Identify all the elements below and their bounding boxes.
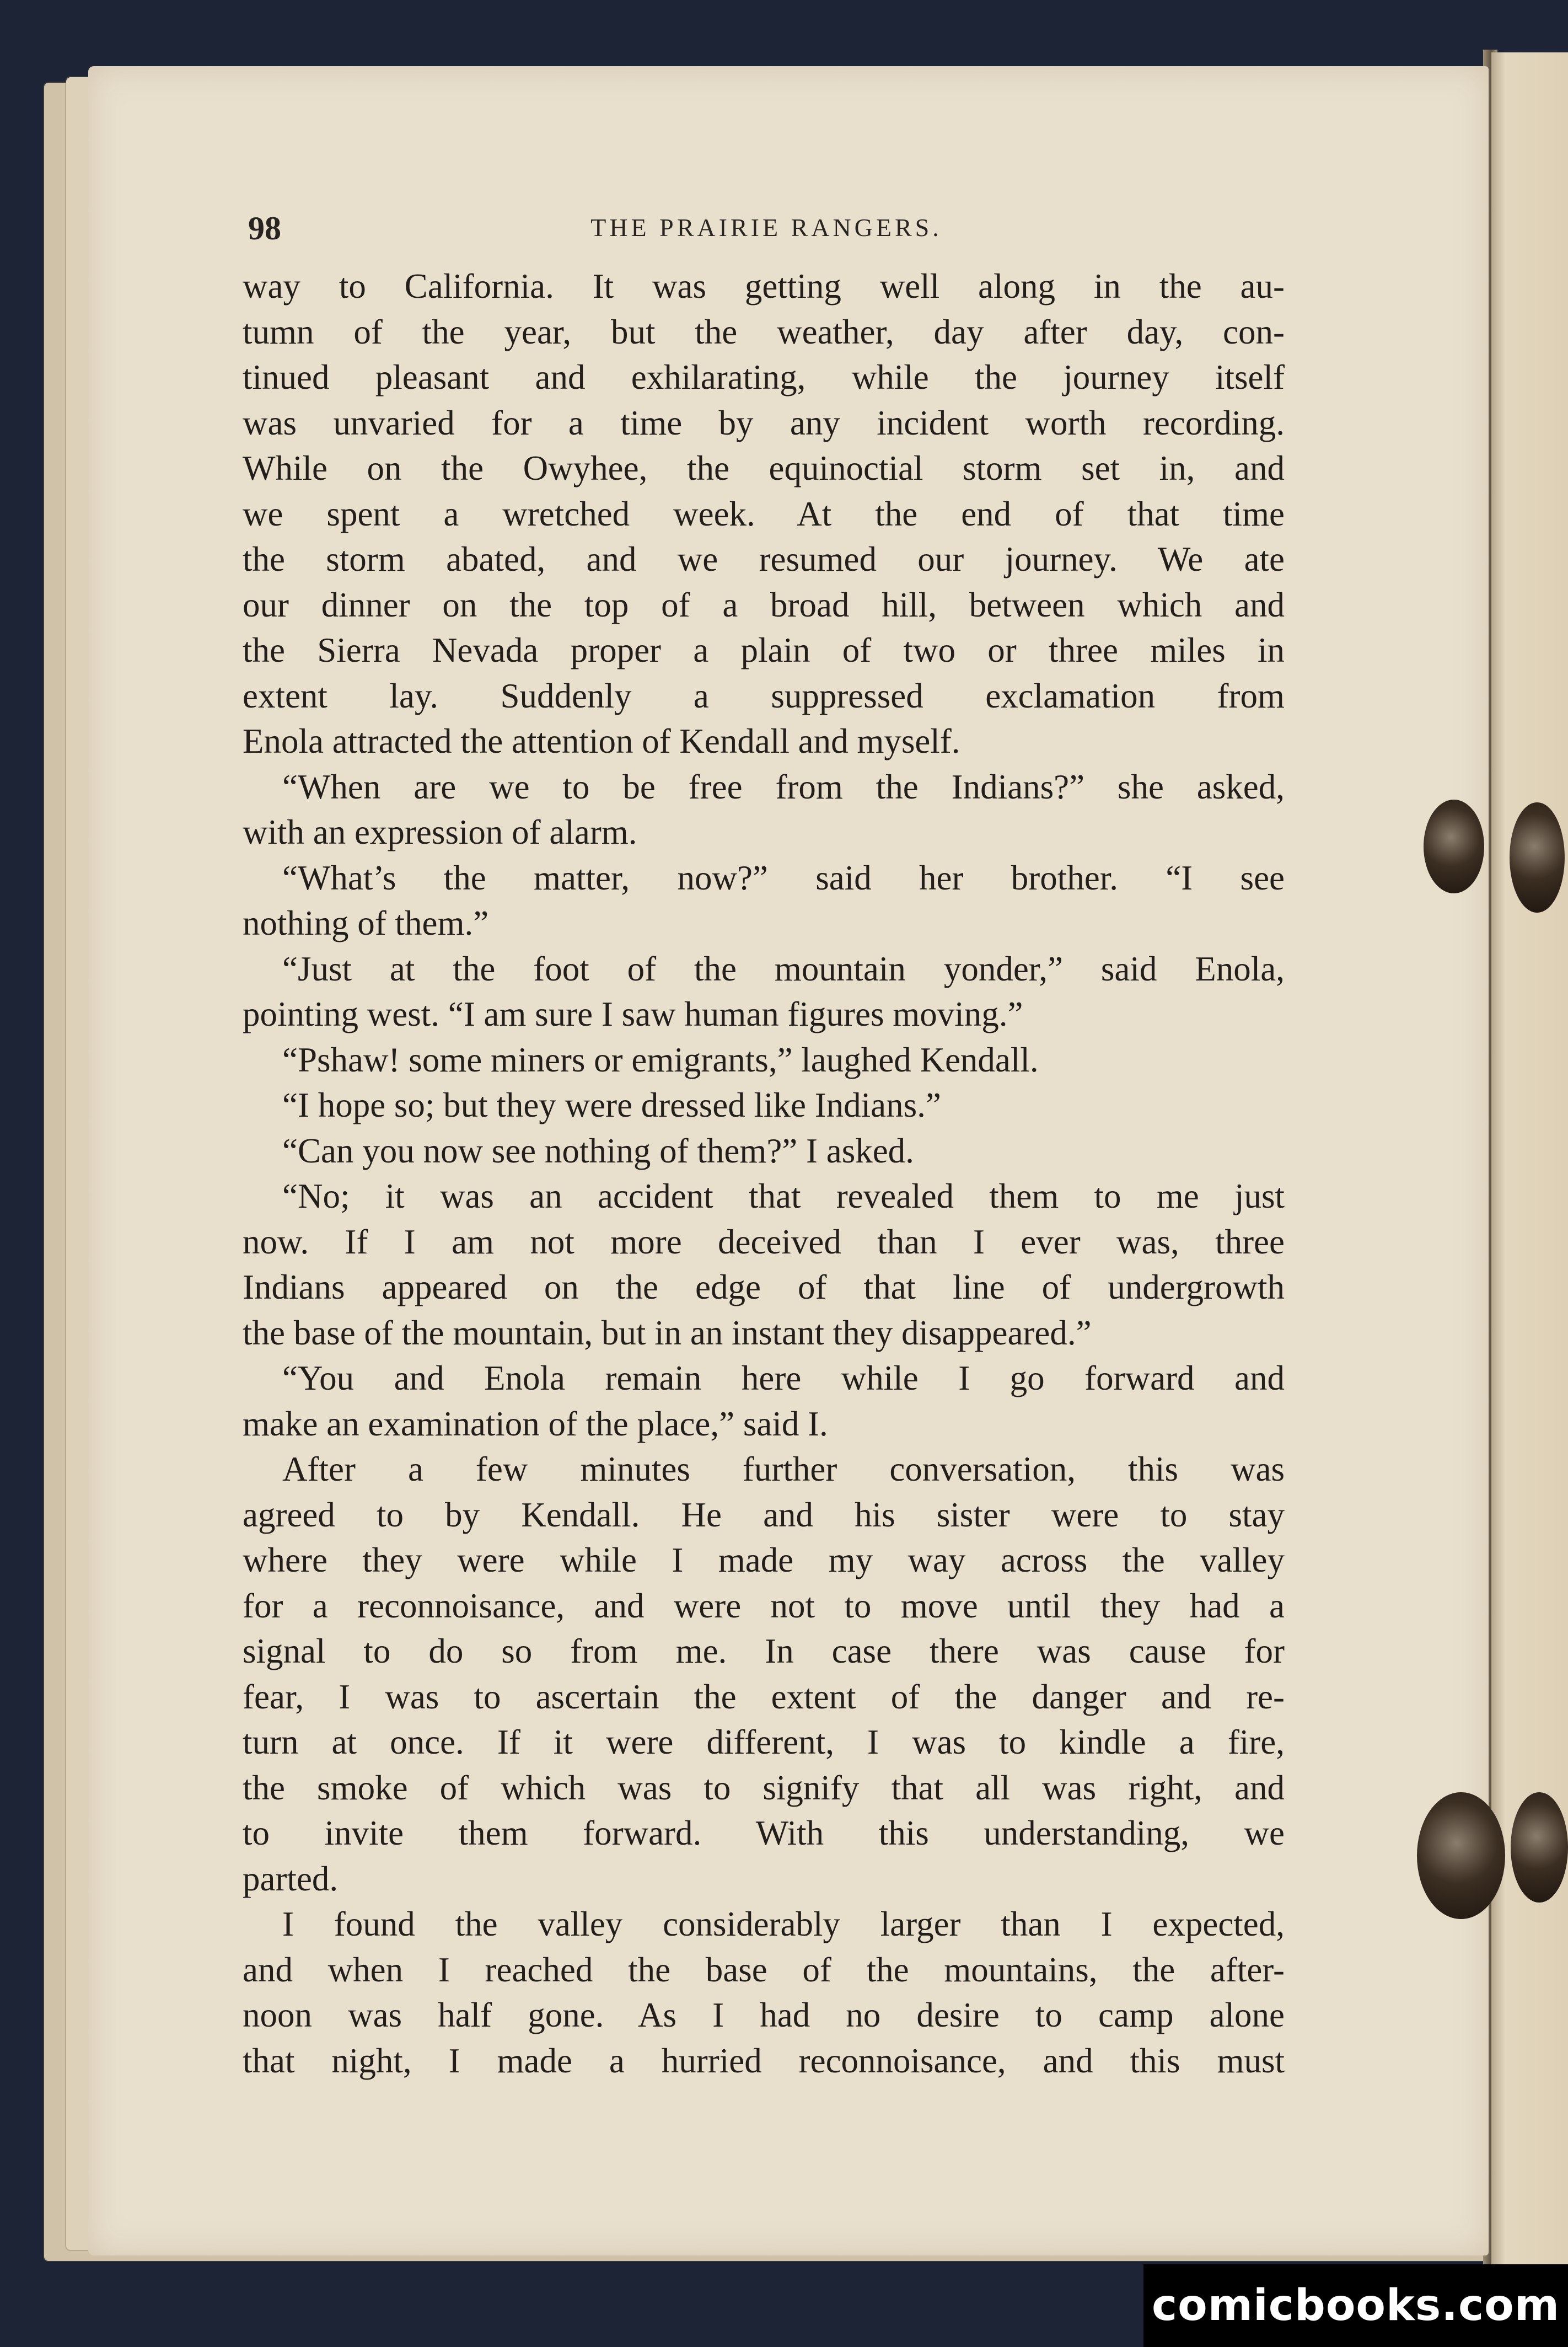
text-line: to invite them forward. With this understanding, we: [243, 1814, 1285, 1852]
text-line: While on the Owyhee, the equinoctial storm set in, and: [243, 449, 1285, 487]
page-number: 98: [248, 210, 281, 247]
binding-hole: [1510, 802, 1565, 913]
text-line: was unvaried for a time by any incident worth recording.: [243, 403, 1285, 442]
text-line: “I hope so; but they were dressed like Indians.”: [282, 1086, 941, 1124]
text-line: “You and Enola remain here while I go forward and: [282, 1359, 1285, 1397]
text-line: now. If I am not more deceived than I ever was, three: [243, 1222, 1285, 1261]
text-line: noon was half gone. As I had no desire to camp alone: [243, 1996, 1285, 2034]
text-line: the base of the mountain, but in an instant they disappeared.”: [243, 1313, 1092, 1352]
watermark: comicbooks.com: [1143, 2264, 1568, 2347]
text-line: we spent a wretched week. At the end of that time: [243, 494, 1285, 533]
text-line: parted.: [243, 1859, 339, 1898]
text-line: tumn of the year, but the weather, day after day, con-: [243, 312, 1285, 351]
text-line: “Pshaw! some miners or emigrants,” laughed Kendall.: [282, 1040, 1039, 1079]
page-header: [248, 210, 1285, 248]
text-line: Indians appeared on the edge of that line of undergrowth: [243, 1268, 1285, 1306]
binding-hole: [1424, 800, 1484, 893]
text-line: agreed to by Kendall. He and his sister were to stay: [243, 1495, 1285, 1534]
text-line: pointing west. “I am sure I saw human figures moving.”: [243, 995, 1023, 1033]
text-line: our dinner on the top of a broad hill, between which and: [243, 585, 1285, 624]
text-line: “What’s the matter, now?” said her brother. “I see: [282, 858, 1285, 897]
text-line: I found the valley considerably larger than I expected,: [282, 1905, 1285, 1943]
text-line: make an examination of the place,” said I.: [243, 1404, 828, 1443]
text-line: the smoke of which was to signify that all was right, and: [243, 1768, 1285, 1807]
text-line: the Sierra Nevada proper a plain of two or three miles in: [243, 631, 1285, 669]
text-line: “When are we to be free from the Indians?” she asked,: [282, 767, 1285, 806]
text-line: “Just at the foot of the mountain yonder,” said Enola,: [282, 949, 1285, 988]
text-line: fear, I was to ascertain the extent of the danger and re-: [243, 1677, 1285, 1716]
text-line: After a few minutes further conversation, this was: [282, 1450, 1285, 1488]
text-line: way to California. It was getting well along in the au-: [243, 267, 1285, 306]
text-line: turn at once. If it were different, I was to kindle a fire,: [243, 1723, 1285, 1761]
text-line: “Can you now see nothing of them?” I asked.: [282, 1131, 914, 1170]
running-head: THE PRAIRIE RANGERS.: [590, 213, 942, 242]
text-line: Enola attracted the attention of Kendall and myself.: [243, 722, 960, 760]
text-line: “No; it was an accident that revealed them to me just: [282, 1177, 1285, 1215]
text-line: that night, I made a hurried reconnoisance, and this must: [243, 2041, 1285, 2080]
text-line: extent lay. Suddenly a suppressed exclamation from: [243, 676, 1285, 715]
text-line: the storm abated, and we resumed our journey. We ate: [243, 540, 1285, 578]
text-line: with an expression of alarm.: [243, 813, 637, 851]
text-line: where they were while I made my way across the valley: [243, 1541, 1285, 1579]
text-line: tinued pleasant and exhilarating, while the journey itself: [243, 358, 1285, 396]
facing-page-strip: [1491, 52, 1568, 2278]
text-line: for a reconnoisance, and were not to move until they had a: [243, 1586, 1285, 1625]
text-line: signal to do so from me. In case there was cause for: [243, 1632, 1285, 1670]
body-text: [243, 264, 1285, 2083]
text-line: and when I reached the base of the mountains, the after-: [243, 1950, 1285, 1989]
text-line: nothing of them.”: [243, 904, 489, 942]
binding-hole: [1417, 1792, 1505, 1919]
binding-hole: [1511, 1792, 1568, 1903]
